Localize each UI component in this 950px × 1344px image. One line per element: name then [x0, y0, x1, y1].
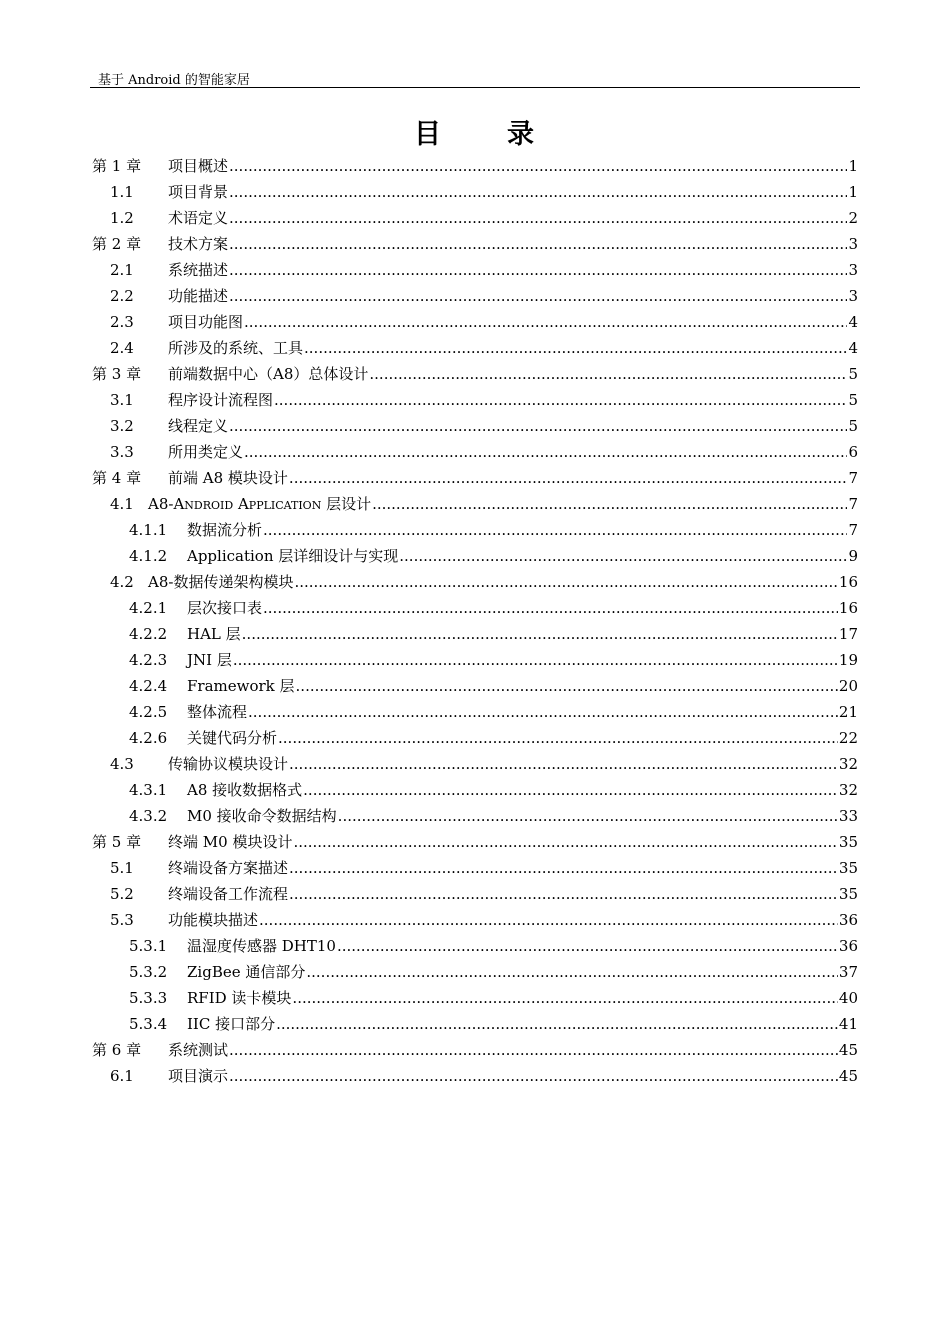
toc-leader-dots	[244, 309, 847, 335]
toc-leader-dots	[296, 673, 838, 699]
toc-entry-label: 所用类定义	[168, 443, 244, 461]
toc-leader-dots	[289, 881, 838, 907]
toc-entry-page: 16	[838, 599, 858, 617]
toc-entry-number: 1.1	[110, 183, 134, 201]
toc-entry-label: A8-数据传递架构模块	[148, 573, 294, 591]
toc-leader-dots	[369, 361, 847, 387]
toc-entry[interactable]	[129, 985, 858, 1011]
toc-leader-dots	[233, 647, 838, 673]
toc-entry-label: A8-Android Application 层设计	[148, 495, 372, 513]
toc-entry-page: 17	[838, 625, 858, 643]
toc-entry[interactable]	[110, 491, 858, 517]
toc-entry[interactable]	[110, 309, 858, 335]
toc-entry-number: 第 2 章	[92, 235, 142, 253]
toc-leader-dots	[289, 751, 838, 777]
toc-leader-dots	[274, 387, 847, 413]
toc-entry-label: 项目演示	[168, 1067, 229, 1085]
toc-entry-number: 3.3	[110, 443, 134, 461]
toc-entry-page: 22	[838, 729, 858, 747]
toc-entry-number: 1.2	[110, 209, 134, 227]
toc-entry[interactable]	[110, 439, 858, 465]
toc-entry-number: 5.3.1	[129, 937, 168, 955]
toc-entry-page: 41	[838, 1015, 858, 1033]
toc-entry-label: 终端设备方案描述	[168, 859, 289, 877]
toc-leader-dots	[276, 1011, 838, 1037]
toc-entry-number: 6.1	[110, 1067, 134, 1085]
toc-entry-page: 35	[838, 885, 858, 903]
toc-entry[interactable]	[129, 959, 858, 985]
toc-entry-number: 4.3	[110, 755, 134, 773]
toc-entry-page: 40	[838, 989, 858, 1007]
toc-entry-number: 5.1	[110, 859, 134, 877]
toc-entry-label: M0 接收命令数据结构	[187, 807, 337, 825]
toc-entry-label: 整体流程	[187, 703, 248, 721]
toc-entry[interactable]	[129, 517, 858, 543]
toc-leader-dots	[306, 959, 838, 985]
toc-entry-page: 35	[838, 859, 858, 877]
toc-entry-page: 36	[838, 937, 858, 955]
toc-leader-dots	[229, 179, 847, 205]
toc-entry[interactable]	[129, 933, 858, 959]
toc-leader-dots	[263, 517, 847, 543]
toc-entry-page: 5	[848, 365, 858, 383]
toc-entry-number: 4.1.2	[129, 547, 168, 565]
toc-entry[interactable]	[129, 777, 858, 803]
toc-entry-number: 第 3 章	[92, 365, 142, 383]
toc-entry[interactable]	[129, 725, 858, 751]
toc-entry-page: 3	[848, 287, 858, 305]
toc-entry[interactable]	[129, 595, 858, 621]
toc-entry-page: 9	[848, 547, 858, 565]
toc-entry-label: Framework 层	[187, 677, 295, 695]
toc-entry-page: 32	[838, 755, 858, 773]
toc-entry-number: 4.2.6	[129, 729, 168, 747]
toc-entry-label: 项目功能图	[168, 313, 244, 331]
toc-entry-number: 第 5 章	[92, 833, 142, 851]
toc-entry-page: 6	[848, 443, 858, 461]
toc-entry[interactable]	[92, 361, 858, 387]
toc-entry[interactable]	[129, 699, 858, 725]
toc-entry-number: 4.1.1	[129, 521, 168, 539]
toc-leader-dots	[229, 231, 847, 257]
toc-entry-number: 5.3.4	[129, 1015, 168, 1033]
toc-entry-number: 4.1	[110, 495, 134, 513]
toc-entry[interactable]	[129, 673, 858, 699]
toc-entry-number: 5.3	[110, 911, 134, 929]
toc-entry-page: 7	[848, 495, 858, 513]
toc-entry-number: 5.3.3	[129, 989, 168, 1007]
toc-leader-dots	[278, 725, 838, 751]
toc-leader-dots	[229, 1063, 838, 1089]
toc-entry-label: 终端 M0 模块设计	[168, 833, 293, 851]
toc-entry[interactable]	[129, 1011, 858, 1037]
toc-leader-dots	[289, 465, 848, 491]
running-title: 基于 Android 的智能家居	[98, 73, 250, 88]
toc-entry[interactable]	[110, 881, 858, 907]
toc-entry-label: 功能模块描述	[168, 911, 259, 929]
toc-entry-page: 19	[838, 651, 858, 669]
toc-entry[interactable]	[129, 803, 858, 829]
toc-entry-page: 20	[838, 677, 858, 695]
toc-entry-page: 32	[838, 781, 858, 799]
toc-entry-number: 2.4	[110, 339, 134, 357]
toc-entry-label: 前端 A8 模块设计	[168, 469, 288, 487]
toc-entry-number: 4.2.2	[129, 625, 168, 643]
toc-entry-label: 术语定义	[168, 209, 229, 227]
toc-entry-page: 7	[848, 469, 858, 487]
toc-entry-page: 2	[848, 209, 858, 227]
toc-title	[0, 112, 950, 151]
toc-entry-label: 程序设计流程图	[168, 391, 274, 409]
toc-entry-page: 36	[838, 911, 858, 929]
toc-leader-dots	[337, 933, 838, 959]
toc-title-right: 录	[507, 119, 536, 150]
toc-leader-dots	[263, 595, 838, 621]
toc-entry-page: 5	[848, 391, 858, 409]
toc-entry-label: RFID 读卡模块	[187, 989, 292, 1007]
toc-entry[interactable]	[92, 153, 858, 179]
toc-entry-page: 5	[848, 417, 858, 435]
toc-leader-dots	[293, 829, 837, 855]
toc-entry[interactable]	[129, 647, 858, 673]
toc-entry[interactable]	[110, 751, 858, 777]
toc-entry-number: 5.2	[110, 885, 134, 903]
toc-leader-dots	[303, 777, 838, 803]
toc-entry-label: 关键代码分析	[187, 729, 278, 747]
toc-entry-number: 3.2	[110, 417, 134, 435]
toc-entry[interactable]	[110, 569, 858, 595]
toc-entry-label: 前端数据中心（A8）总体设计	[168, 365, 369, 383]
toc-entry-number: 4.3.2	[129, 807, 168, 825]
toc-entry[interactable]	[110, 179, 858, 205]
toc-entry-label: A8 接收数据格式	[187, 781, 303, 799]
toc-entry[interactable]	[110, 335, 858, 361]
toc-entry[interactable]	[110, 413, 858, 439]
toc-entry-label: 项目背景	[168, 183, 229, 201]
toc-entry-label: 温湿度传感器 DHT10	[187, 937, 336, 955]
toc-entry-label: 所涉及的系统、工具	[168, 339, 304, 357]
toc-entry-label: JNI 层	[187, 651, 232, 669]
toc-leader-dots	[259, 907, 838, 933]
toc-leader-dots	[399, 543, 847, 569]
toc-entry[interactable]	[110, 1063, 858, 1089]
toc-entry-page: 1	[848, 157, 858, 175]
toc-leader-dots	[229, 283, 847, 309]
toc-entry-label: 终端设备工作流程	[168, 885, 289, 903]
toc-entry-page: 33	[838, 807, 858, 825]
toc-entry[interactable]	[110, 257, 858, 283]
toc-entry-number: 4.2.1	[129, 599, 168, 617]
toc-entry-page: 3	[848, 261, 858, 279]
toc-leader-dots	[304, 335, 847, 361]
toc-leader-dots	[248, 699, 838, 725]
toc-entry[interactable]	[110, 907, 858, 933]
toc-entry[interactable]	[110, 855, 858, 881]
toc-entry-label: 项目概述	[168, 157, 229, 175]
toc-entry-label: 数据流分析	[187, 521, 263, 539]
toc-entry-number: 5.3.2	[129, 963, 168, 981]
toc-leader-dots	[244, 439, 847, 465]
toc-entry-page: 16	[838, 573, 858, 591]
toc-entry[interactable]	[110, 205, 858, 231]
toc-entry-page: 4	[848, 339, 858, 357]
toc-entry-number: 4.2.5	[129, 703, 168, 721]
toc-entry-label: HAL 层	[187, 625, 241, 643]
toc-leader-dots	[372, 491, 847, 517]
toc-leader-dots	[229, 205, 847, 231]
toc-leader-dots	[294, 569, 837, 595]
toc-entry-number: 4.2	[110, 573, 134, 591]
toc-entry-label: 系统测试	[168, 1041, 229, 1059]
toc-leader-dots	[289, 855, 838, 881]
toc-entry-number: 2.3	[110, 313, 134, 331]
toc-entry-label: 系统描述	[168, 261, 229, 279]
toc-entry-number: 2.1	[110, 261, 134, 279]
toc-entry-label: 功能描述	[168, 287, 229, 305]
toc-entry-label: 传输协议模块设计	[168, 755, 289, 773]
toc-entry-page: 35	[838, 833, 858, 851]
toc-entry-number: 第 4 章	[92, 469, 142, 487]
toc-entry-number: 4.2.3	[129, 651, 168, 669]
toc-leader-dots	[229, 257, 847, 283]
toc-entry-label: 线程定义	[168, 417, 229, 435]
toc-entry-number: 第 6 章	[92, 1041, 142, 1059]
toc-entry[interactable]	[92, 829, 858, 855]
toc-entry-label: ZigBee 通信部分	[187, 963, 306, 981]
toc-entry[interactable]	[92, 465, 858, 491]
toc-title-left: 目	[414, 119, 443, 150]
toc-entry-label: IIC 接口部分	[187, 1015, 276, 1033]
toc-entry-page: 21	[838, 703, 858, 721]
toc-entry[interactable]	[129, 543, 858, 569]
toc-leader-dots	[292, 985, 837, 1011]
toc-leader-dots	[229, 413, 847, 439]
toc-entry[interactable]	[92, 1037, 858, 1063]
toc-entry-label: Application 层详细设计与实现	[187, 547, 399, 565]
toc-entry-number: 第 1 章	[92, 157, 142, 175]
toc-entry-label: 技术方案	[168, 235, 229, 253]
toc-entry[interactable]	[92, 231, 858, 257]
toc-entry-page: 3	[848, 235, 858, 253]
toc-leader-dots	[242, 621, 838, 647]
toc-entry[interactable]	[110, 387, 858, 413]
toc-entry[interactable]	[129, 621, 858, 647]
toc-entry-number: 4.3.1	[129, 781, 168, 799]
toc-entry-number: 2.2	[110, 287, 134, 305]
toc-entry-number: 4.2.4	[129, 677, 168, 695]
page-header	[90, 66, 860, 88]
toc-entry-page: 1	[848, 183, 858, 201]
toc-leader-dots	[229, 1037, 838, 1063]
toc-entry-page: 45	[838, 1041, 858, 1059]
toc-leader-dots	[338, 803, 838, 829]
toc-entry-page: 45	[838, 1067, 858, 1085]
toc-leader-dots	[229, 153, 847, 179]
toc-entry-page: 7	[848, 521, 858, 539]
toc-entry[interactable]	[110, 283, 858, 309]
toc-entry-page: 4	[848, 313, 858, 331]
toc-entry-number: 3.1	[110, 391, 134, 409]
toc-entry-label: 层次接口表	[187, 599, 263, 617]
toc-entry-page: 37	[838, 963, 858, 981]
